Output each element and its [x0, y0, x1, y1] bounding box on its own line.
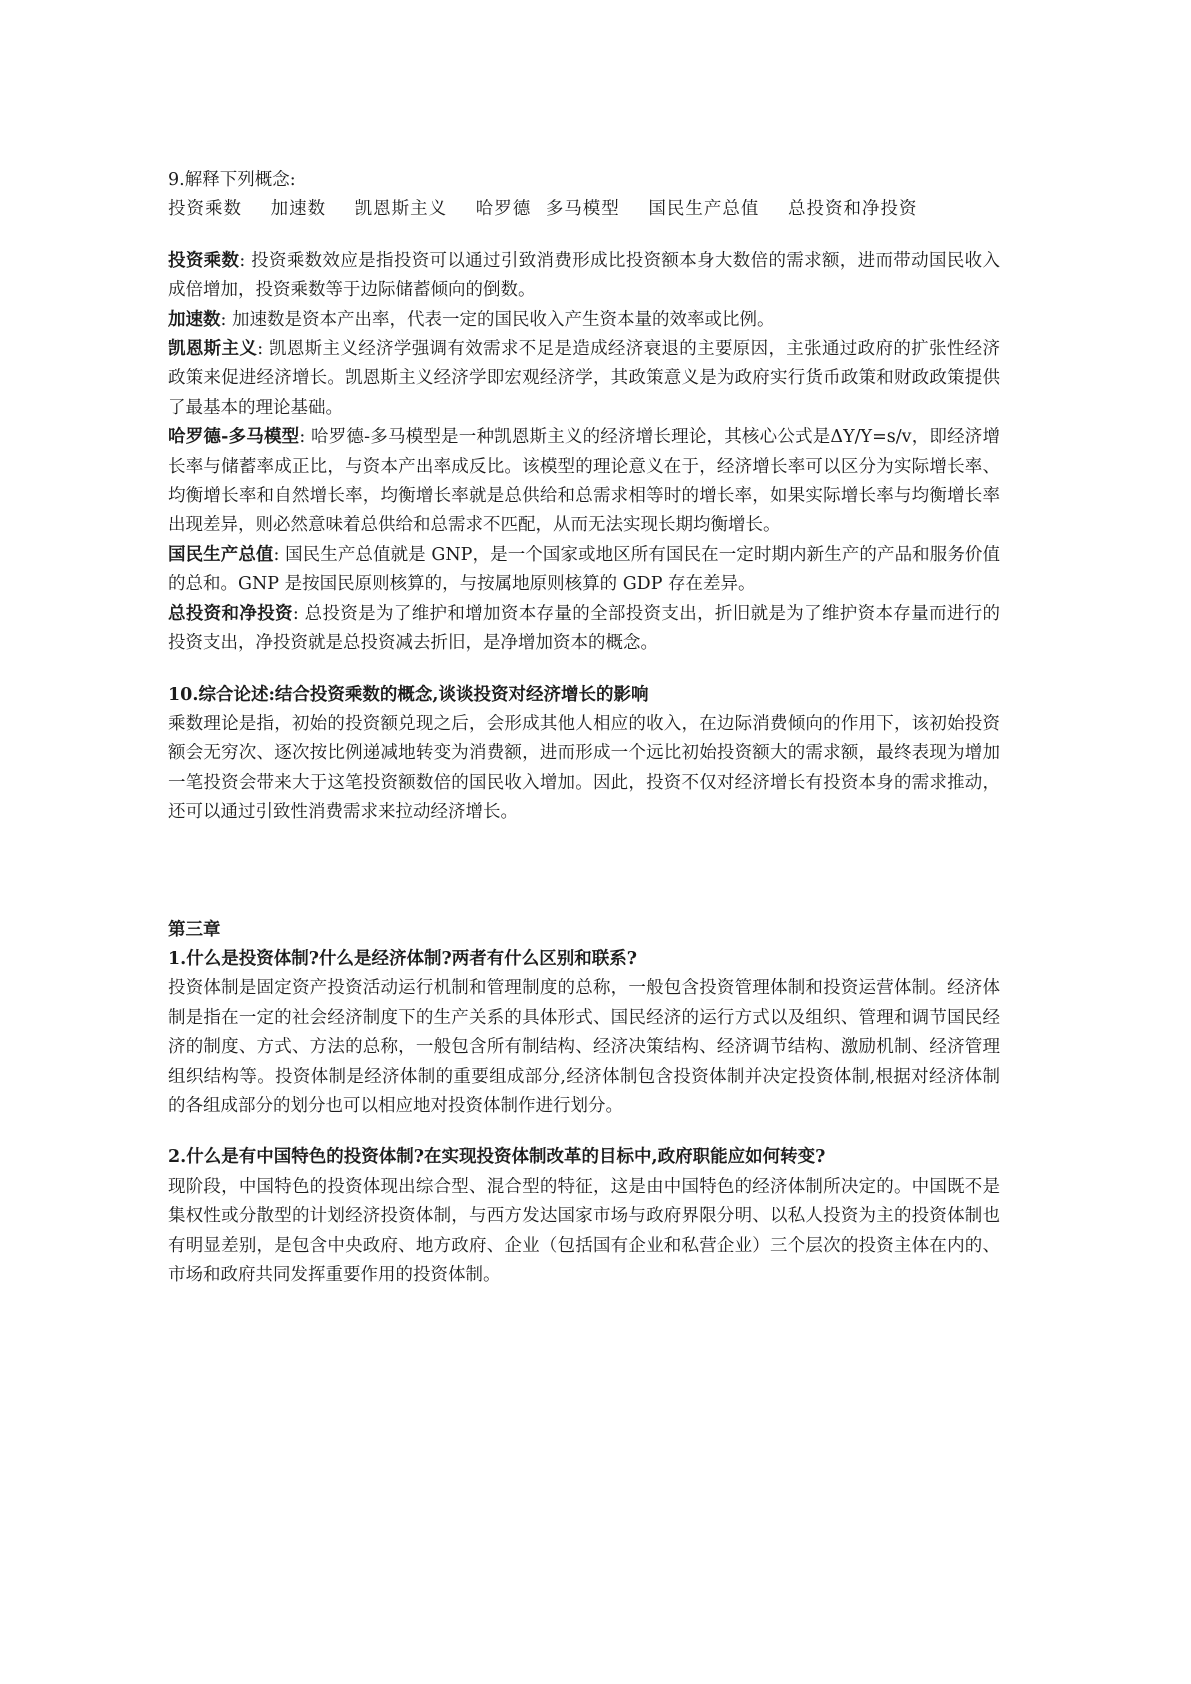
- definition-separator: :: [299, 427, 312, 448]
- concept-item: 国民生产总值: [648, 199, 760, 220]
- concept-item: 总投资和净投资: [787, 199, 918, 220]
- definition-term: 凯恩斯主义: [168, 339, 258, 360]
- definition-text: 加速数是资本产出率，代表一定的国民收入产生资本量的效率或比例。: [231, 309, 775, 330]
- concept-item: 哈罗德: [475, 199, 532, 220]
- concept-list: [168, 195, 1000, 224]
- concept-item: 投资乘数: [168, 199, 242, 220]
- definition-paragraph: [168, 306, 1000, 335]
- definition-text: 凯恩斯主义经济学强调有效需求不足是造成经济衰退的主要原因，主张通过政府的扩张性经济政策来促进经济增长。凯恩斯主义经济学即宏观经济学，其政策意义是为政府实行货币政策和财政政策提供了最基本的理论基础。: [168, 339, 1001, 418]
- question-9-title: 9.解释下列概念:: [168, 170, 296, 190]
- chapter3-question-1-answer: 投资体制是固定资产投资活动运行机制和管理制度的总称，一般包含投资管理体制和投资运营体制。经济体制是指在一定的社会经济制度下的生产关系的具体形式、国民经济的运行方式以及组织、管理和调节国民经济的制度、方式、方法的总称，一般包含所有制结构、经济决策结构、经济调节结构、激励机制、经济管理组织结构等。投资体制是经济体制的重要组成部分,经济体制包含投资体制并决定投资体制,根据对经济体制的各组成部分的划分也可以相应地对投资体制作进行划分。: [168, 978, 1000, 1116]
- definition-text: 哈罗德-多马模型是一种凯恩斯主义的经济增长理论，其核心公式是ΔY/Y=s/v，即经济增长率与储蓄率成正比，与资本产出率成反比。该模型的理论意义在于，经济增长率可以区分为实际增长率、均衡增长率和自然增长率，均衡增长率就是总供给和总需求相等时的增长率，如果实际增长率与均衡增长率出现差异，则必然意味着总供给和总需求不匹配，从而无法实现长期均衡增长。: [168, 427, 1000, 536]
- definition-separator: :: [273, 544, 286, 565]
- definition-term: 加速数: [168, 309, 221, 330]
- definition-text: 国民生产总值就是 GNP，是一个国家或地区所有国民在一定时期内新生产的产品和服务价值的总和。GNP 是按国民原则核算的，与按属地原则核算的 GDP 存在差异。: [168, 544, 1000, 595]
- concept-item: 多马模型: [545, 199, 620, 220]
- definition-paragraph: [168, 335, 1000, 423]
- concept-item: 凯恩斯主义: [354, 199, 448, 220]
- chapter3-question-2-answer: 现阶段，中国特色的投资体现出综合型、混合型的特征，这是由中国特色的经济体制所决定的。中国既不是集权性或分散型的计划经济投资体制，与西方发达国家市场与政府界限分明、以私人投资为主的投资体制也有明显差别，是包含中央政府、地方政府、企业（包括国有企业和私营企业）三个层次的投资主体在内的、市场和政府共同发挥重要作用的投资体制。: [168, 1176, 1000, 1285]
- concept-item: 加速数: [270, 199, 327, 220]
- definition-text: 总投资是为了维护和增加资本存量的全部投资支出，折旧就是为了维护资本存量而进行的投资支出，净投资就是总投资减去折旧，是净增加资本的概念。: [168, 603, 1000, 654]
- definition-paragraph: [168, 247, 1000, 306]
- chapter3-question-2-title: 2.什么是有中国特色的投资体制?在实现投资体制改革的目标中,政府职能应如何转变?: [168, 1147, 826, 1168]
- definition-separator: :: [239, 250, 252, 271]
- definition-separator: :: [220, 309, 232, 330]
- definition-term: 国民生产总值: [168, 544, 274, 565]
- chapter3-question-1-title: 1.什么是投资体制?什么是经济体制?两者有什么区别和联系?: [168, 948, 638, 969]
- question-10-title: 10.综合论述:结合投资乘数的概念,谈谈投资对经济增长的影响: [168, 684, 649, 705]
- definition-separator: :: [257, 339, 269, 360]
- definition-text: 投资乘数效应是指投资可以通过引致消费形成比投资额本身大数倍的需求额，进而带动国民收入成倍增加，投资乘数等于边际储蓄倾向的倒数。: [168, 250, 1000, 301]
- definition-paragraph: [168, 600, 1000, 659]
- document-page: [168, 166, 1000, 1290]
- definition-term: 投资乘数: [168, 250, 240, 271]
- chapter-title: 第三章: [168, 919, 221, 940]
- definition-term: 哈罗德-多马模型: [168, 427, 300, 448]
- definition-separator: :: [292, 603, 305, 624]
- definition-paragraph: [168, 423, 1000, 541]
- question-10-answer: 乘数理论是指，初始的投资额兑现之后，会形成其他人相应的收入，在边际消费倾向的作用下，该初始投资额会无穷次、逐次按比例递减地转变为消费额，进而形成一个远比初始投资额大的需求额，最终表现为增加一笔投资会带来大于这笔投资额数倍的国民收入增加。因此，投资不仅对经济增长有投资本身的需求推动，还可以通过引致性消费需求来拉动经济增长。: [168, 713, 1000, 823]
- definition-term: 总投资和净投资: [168, 603, 293, 624]
- definition-paragraph: [168, 541, 1000, 600]
